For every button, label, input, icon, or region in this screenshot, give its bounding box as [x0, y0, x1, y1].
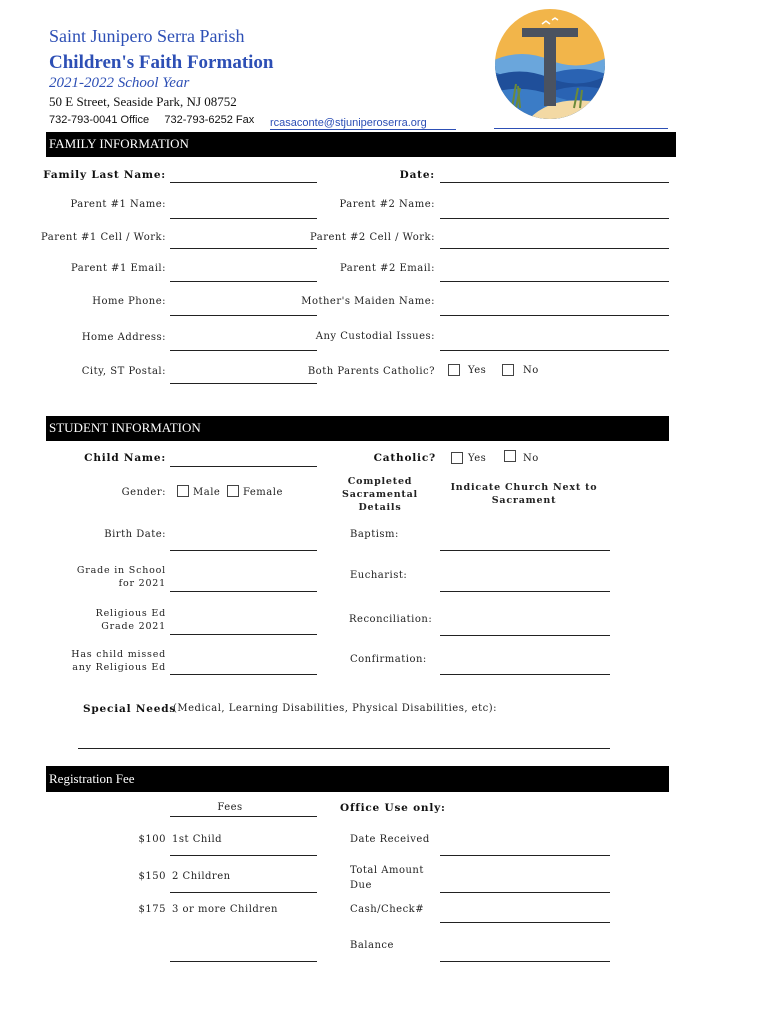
- missed-religious-ed-label: Has child missed any Religious Ed: [71, 649, 166, 673]
- office-use-heading: Office Use only:: [340, 802, 446, 814]
- parish-phones: 732-793-0041 Office 732-793-6252 Fax: [49, 114, 255, 126]
- custodial-label: Any Custodial Issues:: [315, 331, 435, 342]
- birth-date-label: Birth Date:: [104, 529, 166, 540]
- parent1-email-field[interactable]: [170, 281, 317, 282]
- gender-female-label: Female: [243, 487, 283, 498]
- maiden-name-field[interactable]: [440, 315, 669, 316]
- confirmation-label: Confirmation:: [350, 654, 427, 665]
- total-amount-due-label: Total Amount Due: [350, 865, 424, 891]
- date-field[interactable]: [440, 182, 669, 183]
- custodial-field[interactable]: [440, 350, 669, 351]
- parish-name: Saint Junipero Serra Parish: [49, 26, 245, 46]
- parent2-email-field[interactable]: [440, 281, 669, 282]
- baptism-label: Baptism:: [350, 529, 399, 540]
- birth-date-field[interactable]: [170, 550, 317, 551]
- grade-in-school-field[interactable]: [170, 591, 317, 592]
- parent2-cell-field[interactable]: [440, 248, 669, 249]
- gender-male-checkbox[interactable]: [177, 485, 189, 497]
- confirmation-field[interactable]: [440, 674, 610, 675]
- both-catholic-label: Both Parents Catholic?: [307, 366, 435, 377]
- gender-female-checkbox[interactable]: [227, 485, 239, 497]
- special-needs-label: Special Needs: [83, 703, 177, 715]
- catholic-yes-checkbox[interactable]: [451, 452, 463, 464]
- indicate-church-heading: Indicate Church Next to Sacrament: [450, 482, 598, 506]
- fee2-field[interactable]: [170, 892, 317, 893]
- catholic-yes-label: Yes: [468, 453, 487, 464]
- parent2-name-label: Parent #2 Name:: [339, 199, 435, 210]
- date-received-field[interactable]: [440, 855, 610, 856]
- home-phone-field[interactable]: [170, 315, 317, 316]
- reconciliation-field[interactable]: [440, 635, 610, 636]
- fee2-amount: $150: [138, 871, 166, 882]
- parent1-email-label: Parent #1 Email:: [70, 263, 166, 274]
- parent1-name-label: Parent #1 Name:: [70, 199, 166, 210]
- student-section-header: STUDENT INFORMATION: [46, 416, 669, 441]
- school-year: 2021-2022 School Year: [49, 75, 190, 91]
- date-received-label: Date Received: [350, 834, 430, 845]
- gender-label: Gender:: [121, 487, 166, 498]
- both-catholic-no-checkbox[interactable]: [502, 364, 514, 376]
- city-field[interactable]: [170, 383, 317, 384]
- family-last-name-field[interactable]: [170, 182, 317, 183]
- balance-field[interactable]: [440, 961, 610, 962]
- home-phone-label: Home Phone:: [92, 296, 166, 307]
- gender-male-label: Male: [193, 487, 221, 498]
- catholic-no-label: No: [523, 453, 539, 464]
- home-address-label: Home Address:: [81, 332, 166, 343]
- family-last-name-label: Family Last Name:: [43, 169, 166, 181]
- fee1-amount: $100: [138, 834, 166, 845]
- family-section-header: FAMILY INFORMATION: [46, 132, 676, 157]
- fees-header-rule: [170, 816, 317, 817]
- both-catholic-no-label: No: [523, 365, 539, 376]
- parish-address: 50 E Street, Seaside Park, NJ 08752: [49, 94, 237, 109]
- parent1-cell-label: Parent #1 Cell / Work:: [40, 232, 166, 243]
- form-title: Children's Faith Formation: [49, 52, 274, 73]
- fee1-label: 1st Child: [172, 834, 223, 845]
- grade-in-school-label: Grade in School for 2021: [76, 565, 166, 589]
- fee-total-field[interactable]: [170, 961, 317, 962]
- special-needs-note: (Medical, Learning Disabilities, Physical Disabilities, etc):: [173, 703, 497, 714]
- reconciliation-label: Reconciliation:: [349, 614, 433, 625]
- catholic-label: Catholic?: [373, 452, 436, 464]
- home-address-field[interactable]: [170, 350, 317, 351]
- special-needs-field[interactable]: [78, 748, 610, 749]
- parent2-name-field[interactable]: [440, 218, 669, 219]
- registration-fee-header: Registration Fee: [46, 766, 669, 792]
- fee3-label: 3 or more Children: [172, 904, 278, 915]
- catholic-no-checkbox[interactable]: [504, 450, 516, 462]
- completed-sacramental-heading: Completed Sacramental Details: [342, 476, 418, 513]
- missed-religious-ed-field[interactable]: [170, 674, 317, 675]
- eucharist-label: Eucharist:: [350, 570, 408, 581]
- religious-ed-grade-label: Religious Ed Grade 2021: [95, 608, 166, 632]
- fee3-amount: $175: [138, 904, 166, 915]
- parent1-cell-field[interactable]: [170, 248, 317, 249]
- child-name-field[interactable]: [170, 466, 317, 467]
- balance-label: Balance: [350, 940, 394, 951]
- child-name-label: Child Name:: [84, 452, 166, 464]
- parent2-email-label: Parent #2 Email:: [339, 263, 435, 274]
- baptism-field[interactable]: [440, 550, 610, 551]
- fee1-field[interactable]: [170, 855, 317, 856]
- parent2-cell-label: Parent #2 Cell / Work:: [309, 232, 435, 243]
- religious-ed-grade-field[interactable]: [170, 634, 317, 635]
- cross-over-waves-logo: [494, 8, 606, 120]
- date-label: Date:: [399, 169, 435, 181]
- maiden-name-label: Mother's Maiden Name:: [301, 296, 435, 307]
- fees-column-header: Fees: [217, 802, 243, 813]
- both-catholic-yes-checkbox[interactable]: [448, 364, 460, 376]
- city-label: City, ST Postal:: [81, 366, 166, 377]
- cash-check-field[interactable]: [440, 922, 610, 923]
- both-catholic-yes-label: Yes: [468, 365, 487, 376]
- total-amount-due-field[interactable]: [440, 892, 610, 893]
- fee2-label: 2 Children: [172, 871, 231, 882]
- eucharist-field[interactable]: [440, 591, 610, 592]
- cash-check-label: Cash/Check#: [350, 904, 425, 915]
- parish-email-link[interactable]: rcasaconte@stjuniperoserra.org: [270, 117, 456, 130]
- parent1-name-field[interactable]: [170, 218, 317, 219]
- header-divider: [494, 128, 668, 129]
